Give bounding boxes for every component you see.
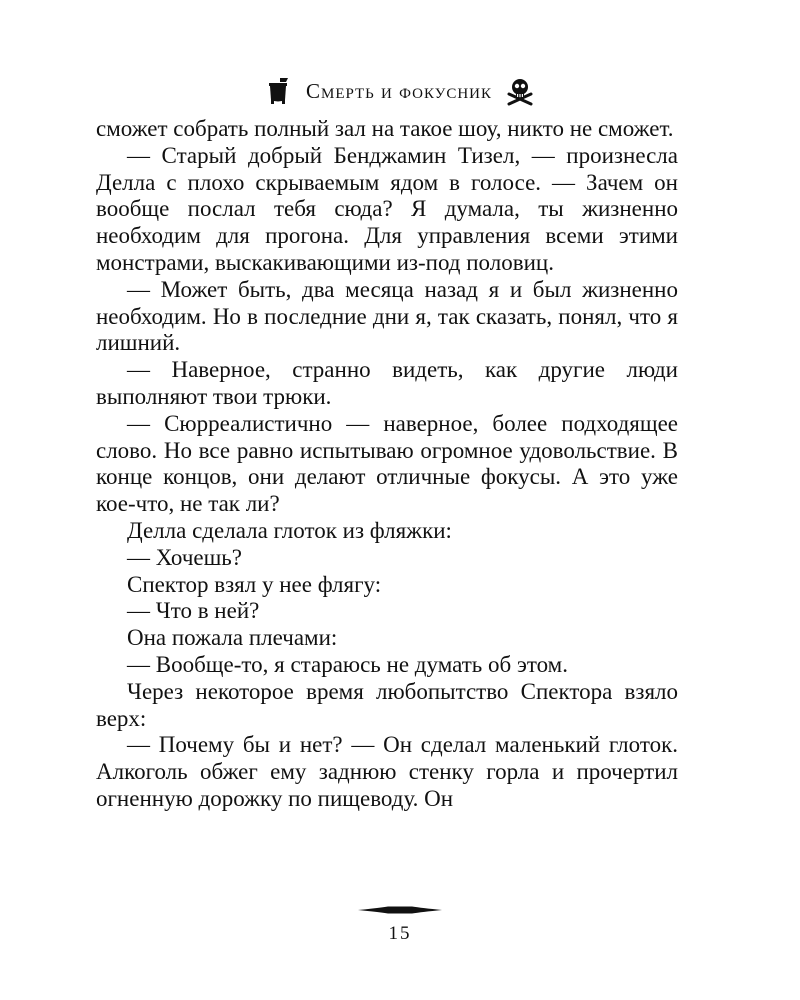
- body-text: [96, 116, 678, 813]
- skull-crossbones-icon: [506, 76, 534, 106]
- paragraph: — Что в ней?: [127, 598, 260, 624]
- paragraph: — Сюрреалистично — наверное, более подходящее слово. Но все равно испытываю огромное удовольствие. В конце концов, они делают отличные фокусы. А это уже кое-что, не так ли?: [96, 410, 678, 517]
- paragraph: — Старый добрый Бенджамин Тизел, — произнесла Делла с плохо скрываемым ядом в голосе. — Зачем он вообще послал тебя сюда? Я думала, ты жизненно необходим для прогона. Для управления всеми этими монстрами, выскакивающими из-под половиц.: [96, 142, 678, 275]
- paragraph: Спектор взял у нее флягу:: [127, 571, 382, 597]
- paragraph: Она пожала плечами:: [127, 625, 338, 651]
- page-number: 15: [388, 923, 412, 944]
- paragraph: Через некоторое время любопытство Спектора взяло верх:: [96, 678, 678, 731]
- paragraph: — Наверное, странно видеть, как другие люди выполняют твои трюки.: [96, 357, 678, 409]
- paragraph: — Хочешь?: [127, 544, 242, 570]
- paragraph: — Может быть, два месяца назад я и был жизненно необходим. Но в последние дни я, так сказать, понял, что я лишний.: [96, 276, 678, 356]
- running-header: [0, 74, 800, 108]
- paragraph: Делла сделала глоток из фляжки:: [127, 517, 452, 543]
- footer-ornament-icon: [358, 900, 442, 919]
- paragraph: — Почему бы и нет? — Он сделал маленький глоток. Алкоголь обжег ему заднюю стенку горла и прочертил огненную дорожку по пищеводу. Он: [96, 732, 678, 811]
- book-title: Смерть и фокусник: [305, 78, 492, 103]
- paragraph: сможет собрать полный зал на такое шоу, никто не сможет.: [96, 116, 674, 141]
- paragraph: — Вообще-то, я стараюсь не думать об этом.: [127, 651, 568, 677]
- cauldron-icon: [266, 76, 292, 106]
- page-footer: [0, 900, 800, 945]
